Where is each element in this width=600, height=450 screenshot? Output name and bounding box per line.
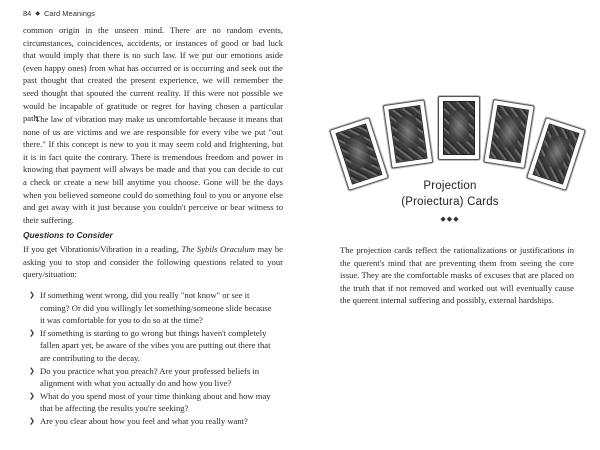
bullet-icon: ❯ (29, 391, 35, 400)
book-title: The Sybils Oraculum (181, 244, 255, 254)
bullet-icon: ❯ (29, 328, 35, 337)
page-number: 84 (23, 9, 32, 18)
paragraph-1: common origin in the unseen mind. There are no random events, circumstances, coincidences, accidents, or instances of good or bad luck that would imply that there is no such law. If we put our emotions aside (even happy ones) from what has occurred or is occurring and seek out the past thought that created the present experience, we will remember the seed thought that spouted the current reality. If this were not possible we would be incapable of gratitude or regret for having chosen a particular path. (23, 25, 283, 124)
card-spread-image (330, 96, 580, 176)
projection-description: The projection cards reflect the rationalizations or justifications in the querent's mind that are preventing them from seeing the core issue. They are the comfortable masks of excuses that are placed on the truth that if not removed and worked out will eventually cause the querent internal suffering and possibly, external hardships. (340, 245, 574, 306)
list-item: ❯ Are you clear about how you feel and what you really want? (29, 415, 248, 426)
list-item: ❯ What do you spend most of your time thinking about and how may that be affecting the results you're seeking? (29, 390, 271, 414)
list-item: ❯ Do you practice what you preach? Are your professed beliefs in alignment with what you actually do and how you live? (29, 365, 260, 389)
ornament-diamonds: ◆◆◆ (440, 215, 460, 223)
bullet-icon: ❯ (29, 366, 35, 375)
paragraph-2: The law of vibration may make us uncomfortable because it means that none of us are victims and we are responsible for every vibe we put "out there." If this concept is new to you it may seem cold and frightening, but it is in fact quite the contrary. There is tremendous freedom and power in knowing that payment will always be made and that you can decide to cut a check or create a new bill anytime you choose. Gone will be the days when you believed someone could do something foul to you or anyone else and get away with it just because you couldn't perceive or bear witness to their suffering. (23, 114, 283, 225)
list-item: ❯ If something is starting to go wrong but things haven't completely fallen apart yet, be aware of the vibes you are putting out there that are contributing to the decay. (29, 327, 271, 363)
questions-intro: If you get Vibrationis/Vibration in a reading, The Sybils Oraculum may be asking you to stop and consider the following questions related to your query/situation: (23, 244, 283, 280)
running-head-title: Card Meanings (43, 9, 95, 18)
right-page (300, 0, 600, 450)
list-item: ❯ If something went wrong, did you really "not know" or see it coming? Or did you willingly let something/someone slide because it was comfortable for you to do so at the time? (29, 290, 272, 326)
bullet-icon: ❯ (29, 291, 35, 299)
card-image (483, 99, 534, 169)
bullet-icon: ❯ (29, 416, 35, 425)
separator-glyph: ◆ (35, 11, 40, 17)
running-head (23, 9, 95, 18)
card-image (438, 96, 480, 160)
section-heading: Questions to Consider (23, 230, 113, 240)
questions-list (29, 289, 275, 428)
card-image (383, 99, 433, 168)
chapter-title: Projection (Proiectura) Cards (401, 180, 499, 208)
